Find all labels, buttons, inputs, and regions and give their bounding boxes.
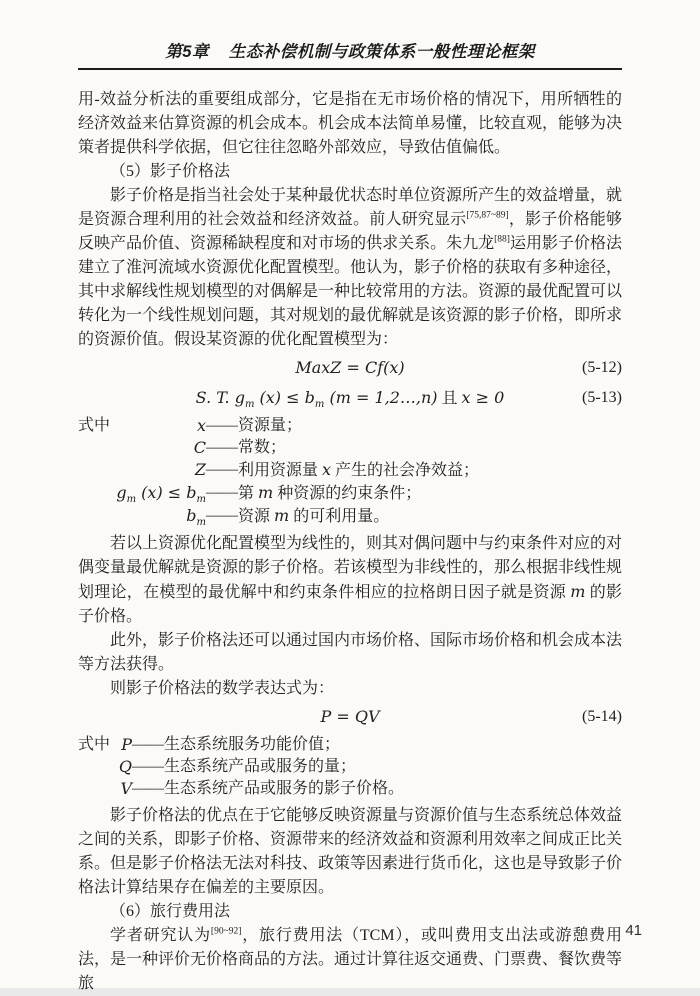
paragraph-opportunity-cost: 用-效益分析法的重要组成部分，它是指在无市场价格的情况下，用所牺牲的经济效益来估算资源的机会成本。机会成本法简单易懂，比较直观，能够为决策者提供科学依据，但它往往忽略外部效应，导致估值偏低。 [78,91,623,156]
paragraph-shadow-price-intro [78,184,622,352]
def-term: $g_m$ $(x) \le b_m$ [116,483,206,506]
equation-number: (5-14) [582,708,622,725]
def-term: P [121,735,132,754]
variable-definitions-1 [78,415,622,528]
equation-body: S. T. $g_m$ $(x) \le b_m$ (m = 1,2…,n) 且 x ≥ 0 [195,388,505,411]
def-line-x: x —— 资源量； [78,415,622,437]
def-line-C: C —— 常数； [78,437,622,459]
def-line-Q: Q —— 生态系统产品或服务的量； [78,756,622,778]
chapter-title: 生态补偿机制与政策体系一般性理论框架 [228,43,535,61]
equation-5-14 [78,704,622,731]
def-line-V: V —— 生态系统产品或服务的影子价格。 [78,778,622,800]
header-rule [78,68,622,70]
equation-5-13 [78,385,622,412]
def-term: $b_m$ [186,506,206,529]
def-term: V [120,779,132,798]
def-desc: 生态系统产品或服务的量； [164,758,357,775]
chapter-heading [78,38,622,68]
page-header [78,38,622,70]
paragraph-lead-eq14: 则影子价格法的数学表达式为： [110,680,335,697]
paragraph-text: ，影子价格能够反映产品价值、资源稀缺程度和对市场的供求关系。朱九龙 [78,211,622,252]
def-desc: 生态系统产品或服务的影子价格。 [164,780,405,797]
chapter-number: 第5章 [165,43,209,61]
equation-number: (5-13) [582,389,622,406]
equation-body: P = QV [320,707,380,726]
equation-5-12 [78,355,622,382]
def-term: C [193,438,206,457]
def-line-P: P —— 生态系统服务功能价值； [78,734,622,756]
equation-number: (5-12) [582,359,622,376]
def-desc: 利用资源量 x 产生的社会净效益； [238,460,480,479]
def-desc: 第 m 种资源的约束条件； [238,483,422,502]
page-body [78,88,622,996]
paragraph-advantages: 影子价格法的优点在于它能够反映资源量与资源价值与生态系统总体效益之间的关系，即影子价格、资源带来的经济效益和资源利用效率之间成正比关系。但是影子价格法无法对科技、政策等因素进行货币化，这也是导致影子价格法计算结果存在偏差的主要原因。 [78,807,623,896]
variable-definitions-2 [78,734,622,800]
def-term: x [196,416,206,435]
citation-ref: [75,87~89] [466,210,509,221]
defs-label: 式中 [78,417,111,434]
equation-body: MaxZ = Cf(x) [295,358,405,377]
section-heading-5: （5）影子价格法 [110,163,231,180]
page-number: 41 [625,922,642,939]
def-desc: 资源 m 的可利用量。 [238,506,390,525]
paragraph-other-methods: 此外，影子价格法还可以通过国内市场价格、国际市场价格和机会成本法等方法获得。 [78,632,623,673]
paragraph-travel-cost: 学者研究认为[90~92]，旅行费用法（TCM），或叫费用支出法或游憩费用法，是一种评价无价格商品的方法。通过计算往返交通费、门票费、餐饮费等旅 [78,926,623,992]
def-line-bm: $b_m$ —— 资源 m 的可利用量。 [78,505,622,528]
citation-ref: [88] [494,234,510,245]
def-desc: 常数； [238,439,287,456]
paragraph-dual-solution: 若以上资源优化配置模型为线性的，则其对偶问题中与约束条件对应的对偶变量最优解就是资源的影子价格。若该模型为非线性的，那么根据非线性规划理论，在模型的最优解中和约束条件相应的拉格朗日因子就是资源 m 的影子价格。 [78,535,623,625]
paragraph-text: 运用影子价格法建立了淮河流域水资源优化配置模型。他认为，影子价格的获取有多种途径，其中求解线性规划模型的对偶解是一种比较常用的方法。资源的最优配置可以转化为一个线性规划问题，其对规划的最优解就是该资源的影子价格，即所求的资源价值。假设某资源的优化配置模型为： [78,235,623,348]
def-term: Z [194,460,206,479]
def-term: Q [118,757,132,776]
def-line-Z: Z —— 利用资源量 x 产生的社会净效益； [78,459,622,482]
def-desc: 生态系统服务功能价值； [164,736,341,753]
def-line-gm: $g_m$ $(x) \le b_m$ —— 第 m 种资源的约束条件； [78,482,622,505]
paragraph-text: 影子价格是指当社会处于某种最优状态时单位资源所产生的效益增量，就是资源合理利用的社会效益和经济效益。前人研究显示 [78,187,623,228]
citation-ref: [90~92] [210,926,242,937]
defs-label: 式中 [78,736,111,753]
def-desc: 资源量； [238,417,303,434]
section-heading-6: （6）旅行费用法 [110,903,231,920]
